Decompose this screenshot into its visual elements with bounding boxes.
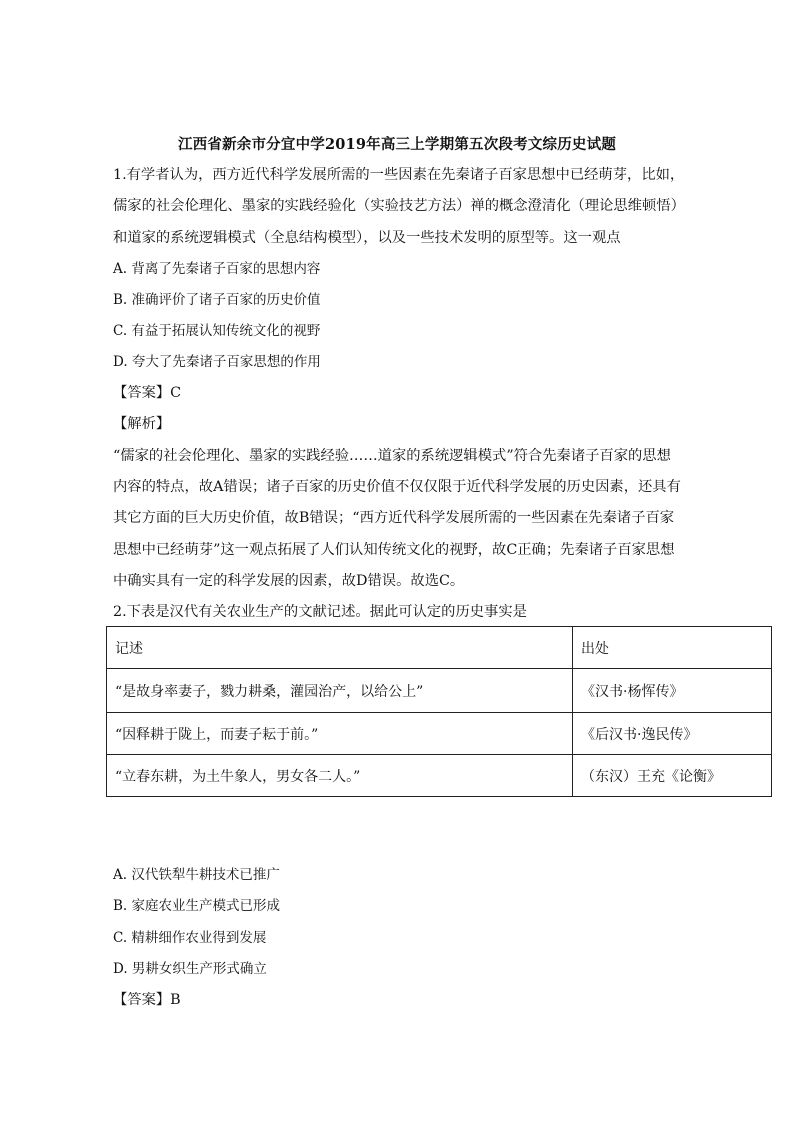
table-cell-record: “立春东耕，为土牛象人，男女各二人。” [107,755,573,797]
q1-stem-line-1: 1.有学者认为，西方近代科学发展所需的一些因素在先秦诸子百家思想中已经萌芽，比如， [113,167,685,183]
q1-stem-line-3: 和道家的系统逻辑模式（全息结构模型），以及一些技术发明的原型等。这一观点 [113,230,621,246]
table-row [107,713,772,755]
table-cell-source: （东汉）王充《论衡》 [573,755,772,797]
table-cell-source: 《汉书·杨恽传》 [573,669,772,713]
q1-analysis-line-4: 思想中已经萌芽”这一观点拓展了人们认知传统文化的视野，故C正确；先秦诸子百家思想 [113,542,675,558]
q1-stem-line-2: 儒家的社会伦理化、墨家的实践经验化（实验技艺方法）禅的概念澄清化（理论思维顿悟） [113,198,685,214]
table-header-source: 出处 [573,627,772,669]
q1-analysis-line-1: “儒家的社会伦理化、墨家的实践经验……道家的系统逻辑模式”符合先秦诸子百家的思想 [113,448,671,464]
q1-analysis-label: 【解析】 [113,416,171,432]
q2-stem: 2.下表是汉代有关农业生产的文献记述。据此可认定的历史事实是 [113,604,527,620]
q2-option-b: B. 家庭农业生产模式已形成 [113,898,281,914]
q2-option-d: D. 男耕女织生产形式确立 [113,961,267,977]
q1-option-a: A. 背离了先秦诸子百家的思想内容 [113,261,321,277]
document-title: 江西省新余市分宜中学2019年高三上学期第五次段考文综历史试题 [177,136,617,153]
q2-option-c: C. 精耕细作农业得到发展 [113,930,267,946]
table-row [107,755,772,797]
q2-option-a: A. 汉代铁犁牛耕技术已推广 [113,867,280,883]
table-cell-record: “因释耕于陇上，而妻子耘于前。” [107,713,573,755]
table-cell-source: 《后汉书·逸民传》 [573,713,772,755]
q1-answer: 【答案】C [113,385,182,401]
q1-option-d: D. 夸大了先秦诸子百家思想的作用 [113,354,321,370]
q2-answer: 【答案】B [113,992,181,1008]
table-header-row [107,627,772,669]
q1-option-b: B. 准确评价了诸子百家的历史价值 [113,292,321,308]
q1-analysis-line-2: 内容的特点，故A错误；诸子百家的历史价值不仅仅限于近代科学发展的历史因素，还具有 [113,479,681,495]
table-row [107,669,772,713]
q1-analysis-line-3: 其它方面的巨大历史价值，故B错误；“西方近代科学发展所需的一些因素在先秦诸子百家 [113,510,675,526]
table-cell-record: “是故身率妻子，戮力耕桑，灌园治产，以给公上” [107,669,573,713]
q1-analysis-line-5: 中确实具有一定的科学发展的因素，故D错误。故选C。 [113,573,465,589]
table-header-record: 记述 [107,627,573,669]
q2-source-table [106,626,772,797]
q1-option-c: C. 有益于拓展认知传统文化的视野 [113,323,321,339]
